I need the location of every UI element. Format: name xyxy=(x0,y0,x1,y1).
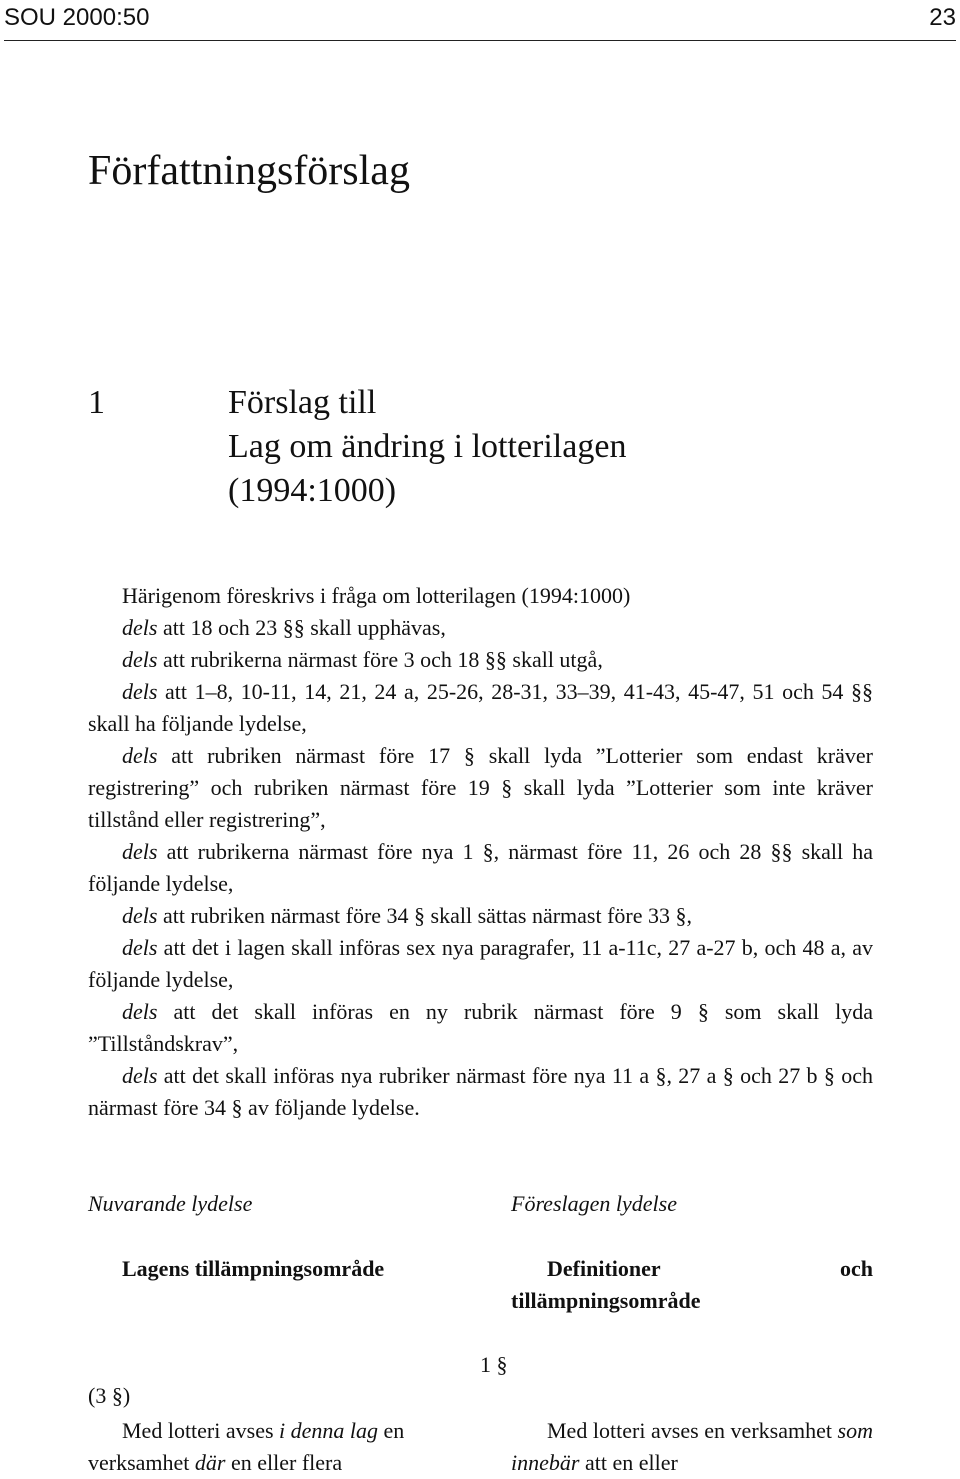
dels-label: dels xyxy=(122,1063,158,1088)
emphasized-text: i denna lag xyxy=(279,1418,379,1443)
page-number: 23 xyxy=(929,4,956,31)
preamble-intro: Härigenom föreskrivs i fråga om lotterilagen (1994:1000) xyxy=(122,583,631,608)
dels-label: dels xyxy=(122,647,158,672)
page-title: Författningsförslag xyxy=(88,148,410,194)
dels-label: dels xyxy=(122,903,158,928)
dels-label: dels xyxy=(122,679,158,704)
preamble-item-text: att rubrikerna närmast före nya 1 §, närmast före 11, 26 och 28 §§ skall ha följande lydelse, xyxy=(88,839,873,896)
preamble-item xyxy=(88,900,873,932)
text-run: att en eller xyxy=(579,1450,678,1475)
preamble-item-text: att det skall införas en ny rubrik närmast före 9 § som skall lyda ”Tillståndskrav”, xyxy=(88,999,873,1056)
dels-label: dels xyxy=(122,839,158,864)
preamble-item xyxy=(88,676,873,740)
section-title-line: (1994:1000) xyxy=(228,472,397,509)
current-text xyxy=(88,1415,450,1479)
text-run: Med lotteri avses xyxy=(122,1418,280,1443)
preamble xyxy=(88,580,873,1124)
current-heading: Lagens tillämpningsområde xyxy=(122,1256,385,1281)
text-run: en eller flera xyxy=(225,1450,343,1475)
emphasized-text: som innebär xyxy=(511,1418,873,1475)
proposed-text xyxy=(511,1415,873,1479)
preamble-item-text: att det skall införas nya rubriker närmast före nya 11 a §, 27 a § och 27 b § och närmast före 34 § av följande lydelse. xyxy=(88,1063,873,1120)
dels-label: dels xyxy=(122,999,158,1024)
preamble-item xyxy=(88,612,873,644)
current-text-paragraph xyxy=(88,1415,450,1479)
dels-label: dels xyxy=(122,615,158,640)
preamble-item-text: att rubrikerna närmast före 3 och 18 §§ skall utgå, xyxy=(157,647,603,672)
preamble-item-text: att rubriken närmast före 34 § skall sättas närmast före 33 §, xyxy=(157,903,693,928)
document-reference: SOU 2000:50 xyxy=(4,4,150,31)
proposed-heading: Definitioner och tillämpningsområde xyxy=(511,1256,873,1313)
header-rule xyxy=(4,40,956,41)
page-header xyxy=(0,4,960,44)
preamble-item-text: att 18 och 23 §§ skall upphävas, xyxy=(157,615,446,640)
section-number: 1 xyxy=(88,384,105,421)
dels-label: dels xyxy=(122,743,158,768)
preamble-item xyxy=(88,836,873,900)
preamble-item-text: att 1–8, 10-11, 14, 21, 24 a, 25-26, 28-31, 33–39, 41-43, 45-47, 51 och 54 §§ skall ha följande lydelse, xyxy=(88,679,873,736)
section-title-line: Lag om ändring i lotterilagen xyxy=(228,428,627,465)
previous-paragraph-ref: (3 §) xyxy=(88,1383,131,1408)
proposed-wording-header: Föreslagen lydelse xyxy=(511,1191,677,1216)
preamble-item xyxy=(88,740,873,836)
emphasized-text: där xyxy=(194,1450,226,1475)
paragraph-label: 1 § xyxy=(480,1352,508,1377)
section-title xyxy=(228,381,626,513)
preamble-item-text: att rubriken närmast före 17 § skall lyda ”Lotterier som endast kräver registrering” och rubriken närmast före 19 § skall lyda ”Lotterier som inte kräver tillstånd eller registrering”, xyxy=(88,743,873,832)
preamble-item xyxy=(88,1060,873,1124)
current-wording-header: Nuvarande lydelse xyxy=(88,1191,253,1216)
section-title-line: Förslag till xyxy=(228,384,377,421)
preamble-item-text: att det i lagen skall införas sex nya paragrafer, 11 a-11c, 27 a-27 b, och 48 a, av följande lydelse, xyxy=(88,935,873,992)
preamble-item xyxy=(88,996,873,1060)
preamble-item xyxy=(88,644,873,676)
preamble-item xyxy=(88,932,873,996)
text-run: en verksamhet xyxy=(88,1418,405,1475)
text-run: Med lotteri avses en verksamhet xyxy=(547,1418,838,1443)
dels-label: dels xyxy=(122,935,158,960)
proposed-text-paragraph xyxy=(511,1415,873,1479)
